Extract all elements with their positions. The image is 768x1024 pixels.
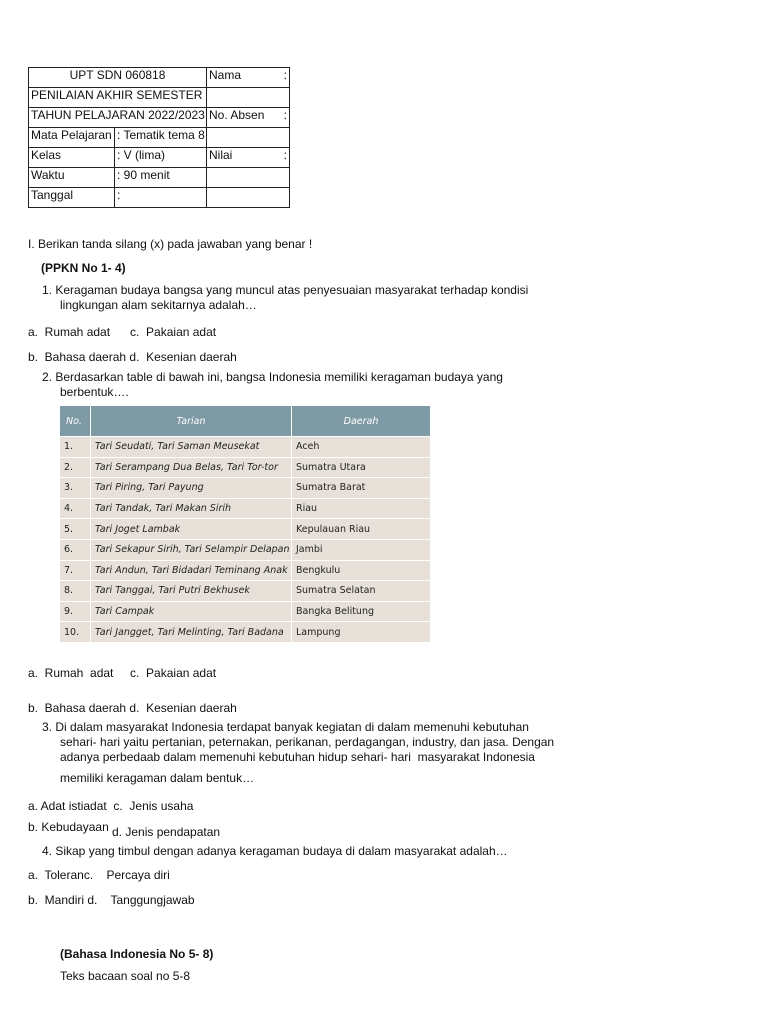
table-row bbox=[29, 168, 290, 188]
cell-no: 8. bbox=[60, 580, 91, 601]
class-label: Kelas bbox=[29, 148, 115, 168]
question-3-line-1: 3. Di dalam masyarakat Indonesia terdapat banyak kegiatan di dalam memenuhi kebutuhan bbox=[42, 720, 529, 734]
cell-tarian: Tari Andun, Tari Bidadari Teminang Anak bbox=[91, 560, 292, 581]
date-label: Tanggal bbox=[29, 188, 115, 208]
name-colon: : bbox=[283, 68, 287, 82]
cell-tarian: Tari Seudati, Tari Saman Meusekat bbox=[91, 436, 292, 457]
cell-tarian: Tari Tandak, Tari Makan Sirih bbox=[91, 498, 292, 519]
table-row bbox=[29, 148, 290, 168]
cell-daerah: Lampung bbox=[292, 621, 431, 642]
cell-tarian: Tari Campak bbox=[91, 601, 292, 622]
cell-tarian: Tari Sekapur Sirih, Tari Selampir Delapan bbox=[91, 539, 292, 560]
cell-daerah: Bangka Belitung bbox=[292, 601, 431, 622]
table-row bbox=[29, 128, 290, 148]
school-year: TAHUN PELAJARAN 2022/2023 bbox=[29, 108, 207, 128]
cell-tarian: Tari Joget Lambak bbox=[91, 518, 292, 539]
cell-daerah: Riau bbox=[292, 498, 431, 519]
time-label: Waktu bbox=[29, 168, 115, 188]
section-title-bahasa: (Bahasa Indonesia No 5- 8) bbox=[60, 947, 214, 961]
question-4-option-ac[interactable]: a. Toleranc. Percaya diri bbox=[28, 868, 170, 882]
absent-field[interactable] bbox=[207, 108, 290, 128]
header-tarian: Tarian bbox=[91, 406, 292, 436]
question-1-option-ac[interactable]: a. Rumah adat c. Pakaian adat bbox=[28, 325, 217, 339]
question-1-line-1: 1. Keragaman budaya bangsa yang muncul atas penyesuaian masyarakat terhadap kondisi bbox=[42, 283, 529, 297]
table-row bbox=[60, 518, 431, 539]
absent-label: No. Absen bbox=[209, 108, 265, 122]
cell-no: 3. bbox=[60, 477, 91, 498]
header-no: No. bbox=[60, 406, 91, 436]
class-value: : V (lima) bbox=[115, 148, 207, 168]
question-2-option-bd[interactable]: b. Bahasa daerah d. Kesenian daerah bbox=[28, 701, 237, 715]
cell-tarian: Tari Jangget, Tari Melinting, Tari Badana bbox=[91, 621, 292, 642]
score-label: Nilai bbox=[209, 148, 233, 162]
question-3-line-4: memiliki keragaman dalam bentuk… bbox=[60, 771, 255, 785]
cell-tarian: Tari Serampang Dua Belas, Tari Tor-tor bbox=[91, 457, 292, 478]
reading-text-caption: Teks bacaan soal no 5-8 bbox=[60, 969, 191, 983]
table-row bbox=[60, 539, 431, 560]
score-colon: : bbox=[283, 148, 287, 162]
section-title-ppkn: (PPKN No 1- 4) bbox=[41, 261, 126, 275]
question-1-line-2: lingkungan alam sekitarnya adalah… bbox=[60, 298, 257, 312]
cell-no: 4. bbox=[60, 498, 91, 519]
absent-colon: : bbox=[283, 108, 287, 122]
score-field[interactable] bbox=[207, 148, 290, 168]
cell-daerah: Sumatra Barat bbox=[292, 477, 431, 498]
cell-daerah: Sumatra Selatan bbox=[292, 580, 431, 601]
date-value: : bbox=[115, 188, 207, 208]
table-row bbox=[60, 477, 431, 498]
question-3-line-3: adanya perbedaab dalam memenuhi kebutuhan hidup sehari- hari masyarakat Indonesia bbox=[60, 750, 535, 764]
cell-daerah: Jambi bbox=[292, 539, 431, 560]
school-name: UPT SDN 060818 bbox=[29, 68, 207, 88]
table-row bbox=[29, 108, 290, 128]
cell-tarian: Tari Piring, Tari Payung bbox=[91, 477, 292, 498]
instruction-text: I. Berikan tanda silang (x) pada jawaban yang benar ! bbox=[28, 237, 313, 251]
cell-no: 7. bbox=[60, 560, 91, 581]
cell-no: 6. bbox=[60, 539, 91, 560]
subject-label: Mata Pelajaran bbox=[29, 128, 115, 148]
question-3-line-2: sehari- hari yaitu pertanian, peternakan, perikanan, perdagangan, industry, dan jasa. Dengan bbox=[60, 735, 555, 749]
dance-region-table bbox=[60, 406, 431, 642]
identity-table bbox=[28, 67, 290, 208]
assessment-title: PENILAIAN AKHIR SEMESTER bbox=[29, 88, 207, 108]
cell-daerah: Sumatra Utara bbox=[292, 457, 431, 478]
subject-value: : Tematik tema 8 bbox=[115, 128, 207, 148]
table-header-row bbox=[60, 406, 431, 436]
table-row bbox=[29, 88, 290, 108]
question-2-line-2: berbentuk…. bbox=[60, 385, 129, 399]
name-field[interactable] bbox=[207, 68, 290, 88]
cell-no: 9. bbox=[60, 601, 91, 622]
question-4-option-bd[interactable]: b. Mandiri d. Tanggungjawab bbox=[28, 893, 195, 907]
question-1-option-bd[interactable]: b. Bahasa daerah d. Kesenian daerah bbox=[28, 350, 237, 364]
table-row bbox=[60, 560, 431, 581]
table-row bbox=[60, 457, 431, 478]
table-row bbox=[60, 498, 431, 519]
question-3-option-b[interactable]: b. Kebudayaan bbox=[28, 820, 109, 834]
question-3-option-ac[interactable]: a. Adat istiadat c. Jenis usaha bbox=[28, 799, 194, 813]
cell-no: 2. bbox=[60, 457, 91, 478]
question-2-option-ac[interactable]: a. Rumah adat c. Pakaian adat bbox=[28, 666, 217, 680]
table-row bbox=[60, 601, 431, 622]
blank-cell bbox=[207, 188, 290, 208]
blank-cell bbox=[207, 168, 290, 188]
table-row bbox=[60, 436, 431, 457]
cell-daerah: Bengkulu bbox=[292, 560, 431, 581]
question-4-line-1: 4. Sikap yang timbul dengan adanya keragaman budaya di dalam masyarakat adalah… bbox=[42, 844, 508, 858]
name-field-cont[interactable] bbox=[207, 88, 290, 108]
cell-daerah: Aceh bbox=[292, 436, 431, 457]
time-value: : 90 menit bbox=[115, 168, 207, 188]
question-2-line-1: 2. Berdasarkan table di bawah ini, bangsa Indonesia memiliki keragaman budaya yang bbox=[42, 370, 503, 384]
header-daerah: Daerah bbox=[292, 406, 431, 436]
blank-cell bbox=[207, 128, 290, 148]
question-3-option-d[interactable]: d. Jenis pendapatan bbox=[112, 825, 221, 839]
cell-tarian: Tari Tanggai, Tari Putri Bekhusek bbox=[91, 580, 292, 601]
cell-no: 5. bbox=[60, 518, 91, 539]
table-row bbox=[60, 580, 431, 601]
table-row bbox=[29, 68, 290, 88]
cell-daerah: Kepulauan Riau bbox=[292, 518, 431, 539]
cell-no: 10. bbox=[60, 621, 91, 642]
cell-no: 1. bbox=[60, 436, 91, 457]
table-row bbox=[60, 621, 431, 642]
table-row bbox=[29, 188, 290, 208]
name-label: Nama bbox=[209, 68, 242, 82]
